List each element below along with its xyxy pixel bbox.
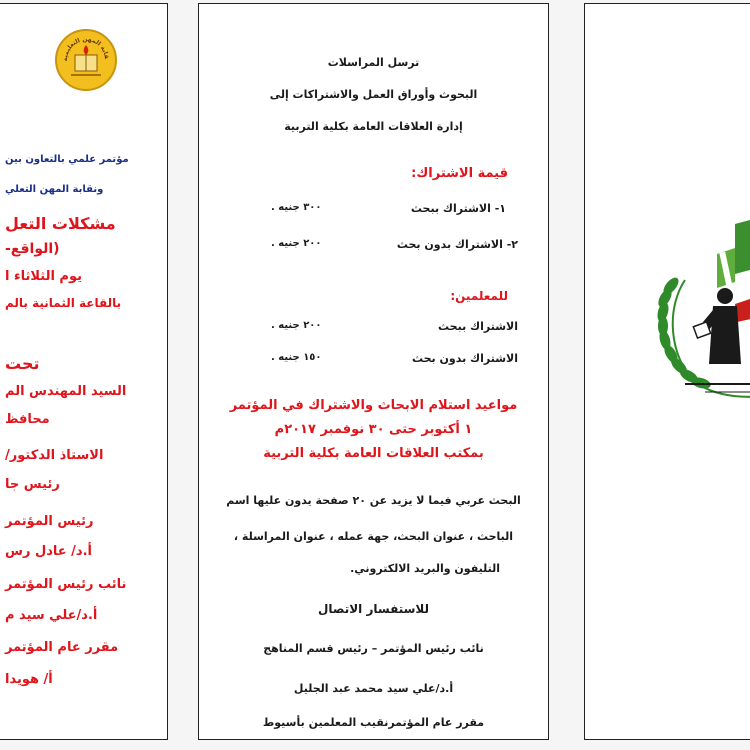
contact-line-1: نائب رئيس المؤتمر – رئيس قسم المناهج xyxy=(263,642,484,655)
left-line-10: الاستاذ الدكتور/ xyxy=(5,448,104,463)
teacher-fee-value: ١٥٠ جنيه . xyxy=(271,352,322,363)
left-line-8: السيد المهندس الم xyxy=(5,384,127,399)
contact-title: للاستفسار الاتصال xyxy=(317,602,430,616)
left-line-9: محافظ xyxy=(5,412,50,427)
left-line-11: رئيس جا xyxy=(5,477,60,492)
left-line-4: (الواقع- xyxy=(5,241,60,257)
left-line-6: بالقاعة الثمانية بالم xyxy=(5,296,122,310)
middle-panel xyxy=(198,3,549,740)
left-line-17: أ/ هويدا xyxy=(5,672,53,687)
syndicate-seal xyxy=(55,29,117,91)
fee-value: ٢٠٠ جنيه . xyxy=(271,238,322,249)
note-line-1: البحث عربي فيما لا يزيد عن ٢٠ صفحة يدون عليها اسم xyxy=(226,494,521,507)
teachers-title: للمعلمين: xyxy=(450,289,508,303)
note-line-3: التليفون والبريد الالكتروني. xyxy=(350,562,500,575)
left-line-16: مقرر عام المؤتمر xyxy=(5,640,119,655)
teacher-fee-value: ٢٠٠ جنيه . xyxy=(271,320,322,331)
header-line-3: إدارة العلاقات العامة بكلية التربية xyxy=(284,120,463,133)
fee-value: ٣٠٠ جنيه . xyxy=(271,202,322,213)
left-line-15: أ.د/علي سيد م xyxy=(5,608,98,623)
teacher-fee-row xyxy=(199,320,548,336)
left-line-14: نائب رئيس المؤتمر xyxy=(5,577,127,592)
deadline-line-1: مواعيد استلام الابحاث والاشتراك في المؤتمر xyxy=(229,398,518,413)
left-line-13: أ.د/ عادل رس xyxy=(5,544,93,559)
teacher-fee-row xyxy=(199,352,548,368)
fees-title: قيمة الاشتراك: xyxy=(411,166,508,181)
note-line-2: الباحث ، عنوان البحث، جهة عمله ، عنوان المراسلة ، xyxy=(233,530,514,543)
contact-line-2: أ.د/علي سيد محمد عبد الجليل xyxy=(293,682,454,695)
teacher-fee-label: الاشتراك بدون بحث xyxy=(411,352,518,365)
faculty-emblem xyxy=(585,4,750,740)
contact-line-3: مقرر عام المؤتمرنقيب المعلمين بأسيوط xyxy=(262,716,485,729)
fee-row xyxy=(199,202,548,218)
left-panel xyxy=(0,3,168,740)
left-line-7: تحت xyxy=(5,354,40,373)
right-panel xyxy=(584,3,750,740)
deadline-line-3: بمكتب العلاقات العامة بكلية التربية xyxy=(263,446,484,461)
left-line-2: ونقابة المهن التعلي xyxy=(5,184,104,195)
left-line-1: مؤتمر علمي بالتعاون بين xyxy=(5,154,129,165)
deadline-line-2: ١ أكتوبر حتى ٣٠ نوفمبر ٢٠١٧م xyxy=(274,422,473,437)
fee-label: ١- الاشتراك ببحث xyxy=(410,202,506,215)
teacher-fee-label: الاشتراك ببحث xyxy=(438,320,518,333)
fee-row xyxy=(199,238,548,254)
header-line-2: البحوث وأوراق العمل والاشتراكات إلى xyxy=(269,88,478,101)
left-line-12: رئيس المؤتمر xyxy=(5,514,94,529)
left-line-3: مشكلات التعل xyxy=(5,214,116,233)
fee-label: ٢- الاشتراك بدون بحث xyxy=(396,238,518,251)
header-line-1: ترسل المراسلات xyxy=(327,56,420,69)
seal-text: قابة المهن التعليمية xyxy=(61,35,111,62)
left-line-5: يوم الثلاثاء ا xyxy=(5,269,82,284)
